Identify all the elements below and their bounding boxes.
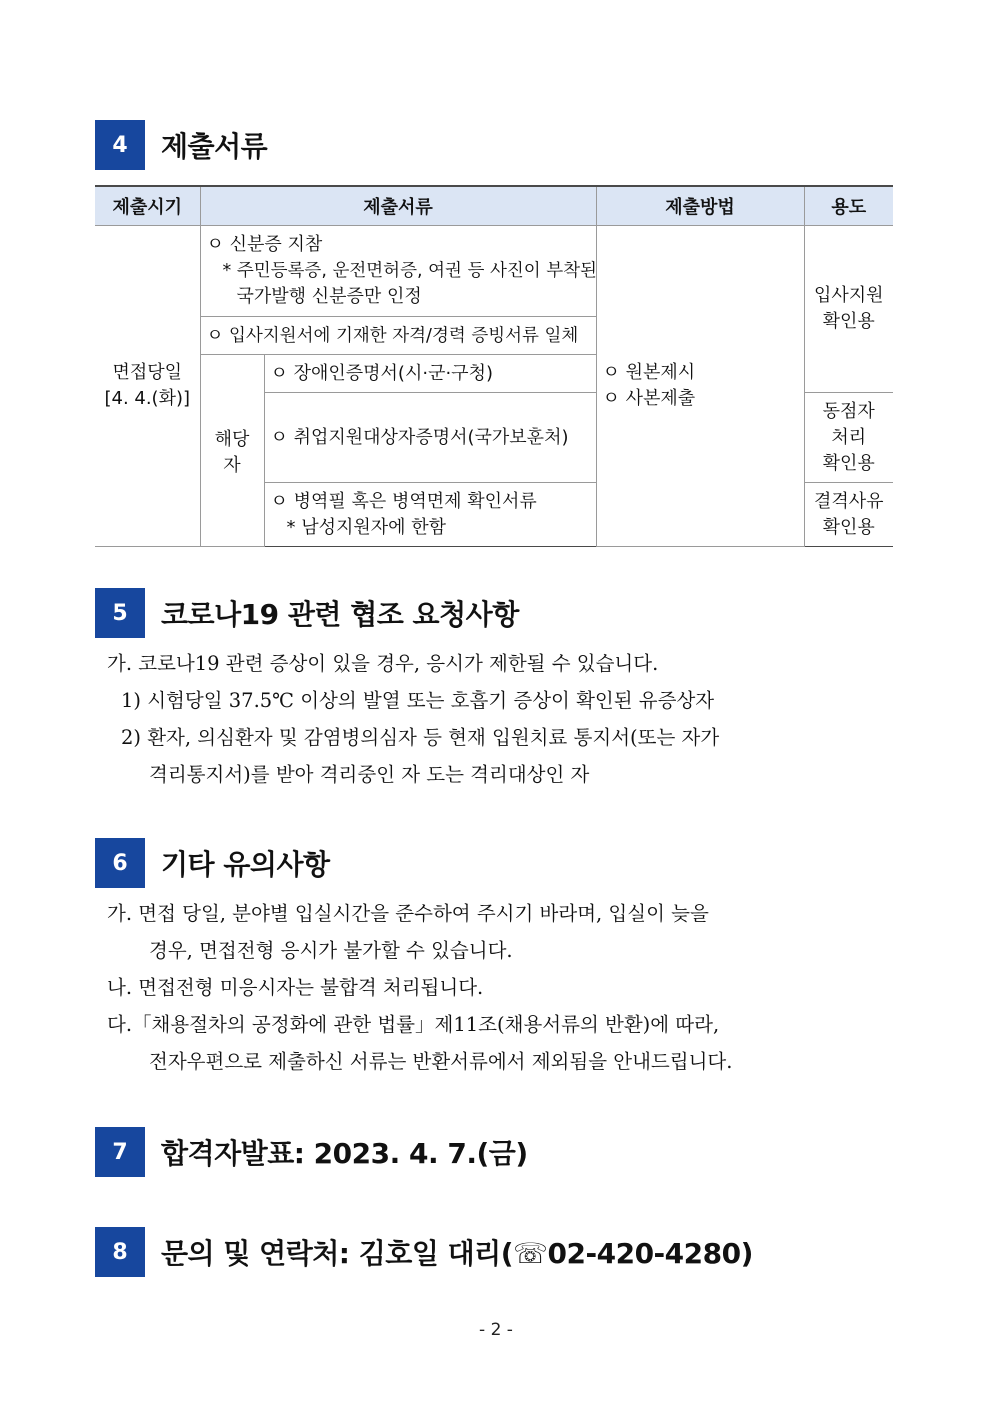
table-row [95,226,893,317]
section-title: 문의 및 연락처: 김호일 대리(☏02-420-4280) [161,1237,753,1270]
document-cell [264,393,596,483]
page-number: - 2 - [479,1320,513,1340]
column-header: 용도 [804,186,893,226]
document-text: ㅇ 취업지원대상자증명서(국가보훈처) [270,426,569,448]
usage-cell [804,226,893,393]
timing-cell [95,226,200,547]
section-title: 합격자발표: 2023. 4. 7.(금) [161,1137,528,1170]
section-number: 6 [95,838,145,888]
note-item: 경우, 면접전형 응시가 불가할 수 있습니다. [149,939,513,962]
document-text: ㅇ 입사지원서에 기재한 자격/경력 증빙서류 일체 [206,325,579,346]
submission-documents-table [95,185,893,547]
section-4-heading [95,120,267,170]
document-cell [264,483,596,547]
usage-text: 확인용 [822,311,875,332]
document-cell [264,355,596,393]
covid-item: 가. 코로나19 관련 증상이 있을 경우, 응시가 제한될 수 있습니다. [107,652,659,675]
usage-text: 처리 [831,426,867,448]
document-note: * 남성지원자에 한함 [286,516,447,538]
covid-item: 2) 환자, 의심환자 및 감염병의심자 등 현재 입원치료 통지서(또는 자가 [121,726,720,749]
note-item: 나. 면접전형 미응시자는 불합격 처리됩니다. [107,976,484,999]
column-header: 제출시기 [95,186,200,226]
section-8-heading [95,1227,753,1277]
section-title: 제출서류 [161,130,268,163]
section-7-heading [95,1127,528,1177]
document-cell [200,317,596,355]
document-note: * 주민등록증, 운전면허증, 여권 등 사진이 부착된 [222,261,597,281]
method-text: ㅇ 원본제시 [602,362,696,383]
usage-cell [804,483,893,547]
usage-text: 동점자 [822,400,875,422]
document-cell [200,226,596,317]
timing-date: [4. 4.(화)] [104,388,191,409]
column-header: 제출서류 [200,186,596,226]
note-item: 전자우편으로 제출하신 서류는 반환서류에서 제외됨을 안내드립니다. [149,1050,733,1073]
applicable-cell: 해당자 [200,355,264,547]
note-item: 다.「채용절차의 공정화에 관한 법률」제11조(채용서류의 반환)에 따라, [107,1013,720,1036]
section-number: 7 [95,1127,145,1177]
document-text: ㅇ 신분증 지참 [206,234,323,255]
covid-notice [107,645,897,793]
document-note: 국가발행 신분증만 인정 [236,286,422,307]
note-item: 가. 면접 당일, 분야별 입실시간을 준수하여 주시기 바라며, 입실이 늦을 [107,902,709,925]
table-header-row [95,186,893,226]
section-title: 코로나19 관련 협조 요청사항 [161,598,519,631]
covid-item: 격리통지서)를 받아 격리중인 자 도는 격리대상인 자 [149,763,590,786]
timing-day: 면접당일 [112,362,183,383]
section-5-heading [95,588,519,638]
document-text: ㅇ 병역필 혹은 병역면제 확인서류 [270,490,537,512]
section-number: 5 [95,588,145,638]
usage-text: 확인용 [822,452,875,474]
document-text: ㅇ 장애인증명서(시·군·구청) [270,362,493,384]
section-6-heading [95,838,330,888]
method-cell [596,226,804,547]
usage-cell [804,393,893,483]
method-text: ㅇ 사본제출 [602,388,696,409]
column-header: 제출방법 [596,186,804,226]
section-number: 8 [95,1227,145,1277]
section-title: 기타 유의사항 [161,848,330,881]
notes-list [107,895,897,1080]
covid-item: 1) 시험당일 37.5℃ 이상의 발열 또는 호흡기 증상이 확인된 유증상자 [121,689,715,712]
usage-text: 확인용 [822,516,875,538]
usage-text: 결격사유 [813,490,884,512]
usage-text: 입사지원 [813,285,884,306]
section-number: 4 [95,120,145,170]
